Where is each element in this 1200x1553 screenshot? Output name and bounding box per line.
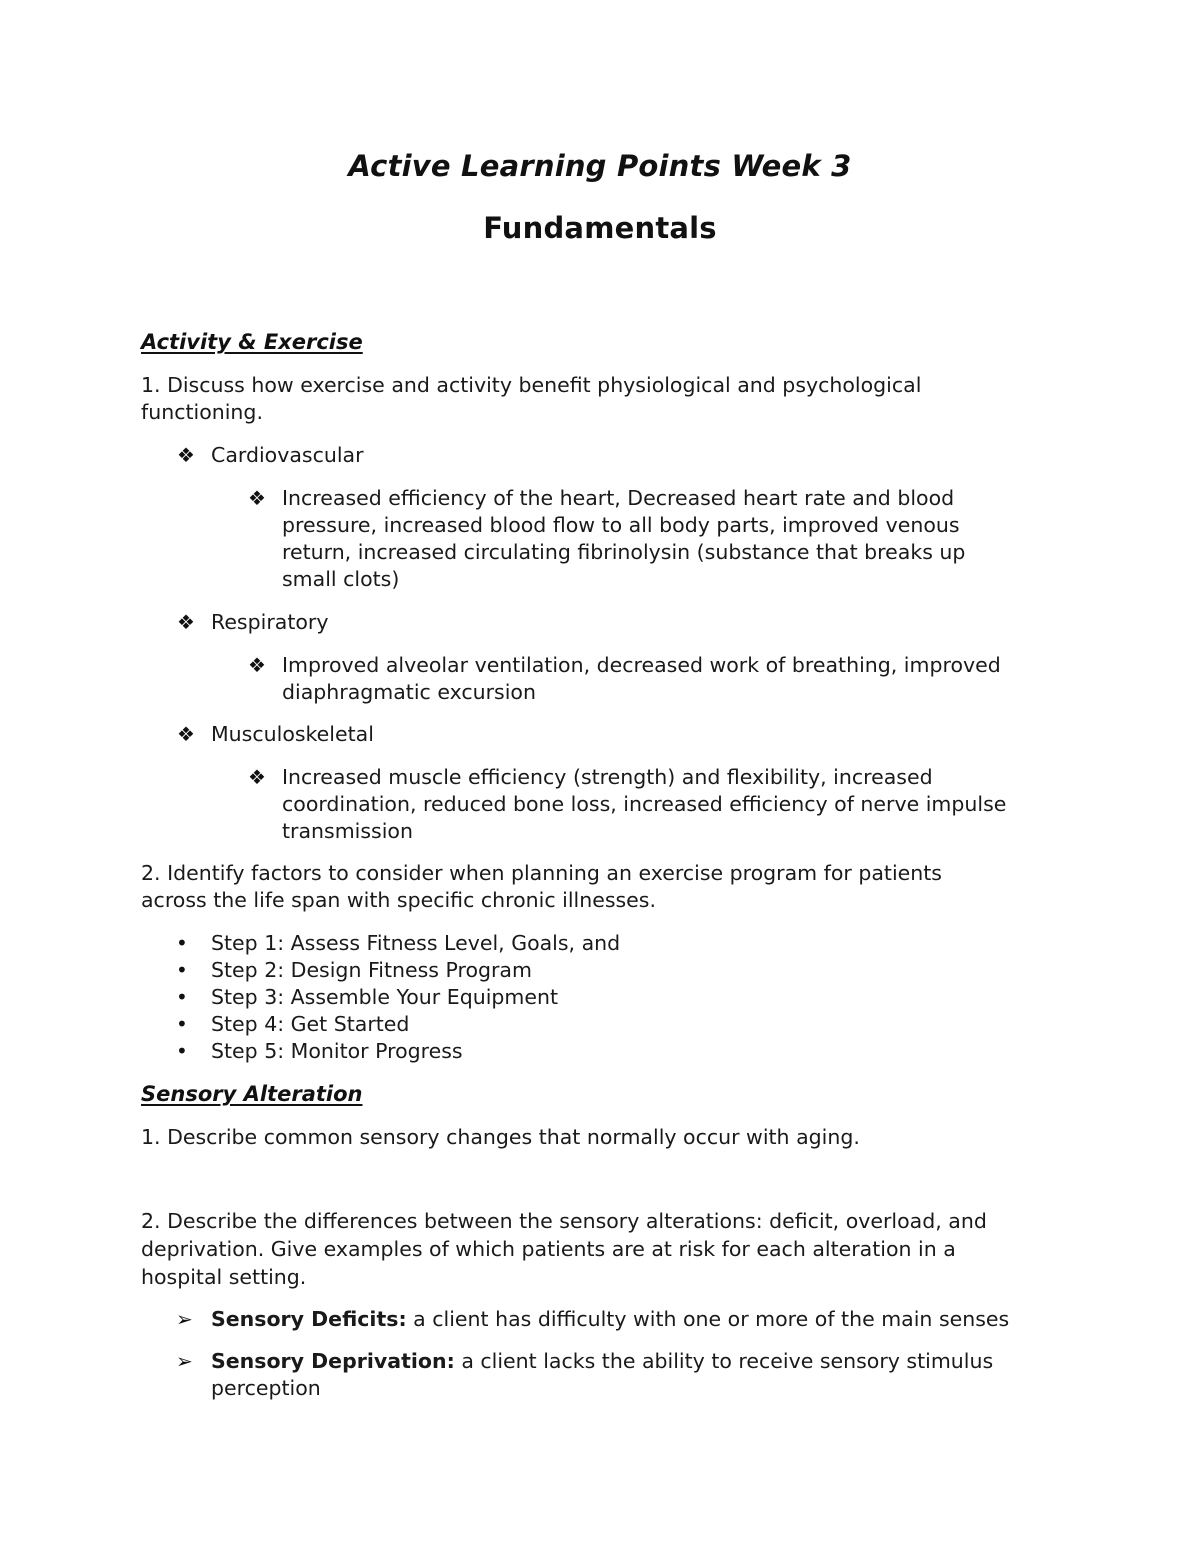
sensory-question-2-line-2: deprivation. Give examples of which patients are at risk for each alteration in a <box>141 1237 956 1261</box>
musculoskeletal-detail-line-3: transmission <box>282 819 413 843</box>
respiratory-detail-line-2: diaphragmatic excursion <box>282 680 536 704</box>
dot-bullet-icon: • <box>176 931 188 955</box>
term-label: Sensory Deficits: <box>211 1307 407 1331</box>
topic-respiratory: Respiratory <box>211 610 329 634</box>
diamond-bullet-icon: ❖ <box>248 653 266 677</box>
dot-bullet-icon: • <box>176 1012 188 1036</box>
list-item-step-4: Step 4: Get Started <box>211 1012 410 1036</box>
diamond-bullet-icon: ❖ <box>177 443 195 467</box>
sensory-question-2-line-1: 2. Describe the differences between the sensory alterations: deficit, overload, and <box>141 1209 987 1233</box>
topic-musculoskeletal: Musculoskeletal <box>211 722 374 746</box>
cardiovascular-detail-line-4: small clots) <box>282 567 400 591</box>
document-title: Active Learning Points Week 3 <box>348 149 852 183</box>
musculoskeletal-detail-line-2: coordination, reduced bone loss, increased efficiency of nerve impulse <box>282 792 1007 816</box>
term-definition: a client lacks the ability to receive sensory stimulus <box>454 1349 994 1373</box>
section-heading-activity-exercise: Activity & Exercise <box>141 330 363 354</box>
sensory-question-1: 1. Describe common sensory changes that normally occur with aging. <box>141 1125 860 1149</box>
musculoskeletal-detail-line-1: Increased muscle efficiency (strength) and flexibility, increased <box>282 765 933 789</box>
list-item-step-2: Step 2: Design Fitness Program <box>211 958 532 982</box>
diamond-bullet-icon: ❖ <box>177 722 195 746</box>
term-sensory-deprivation-line-2: perception <box>211 1376 321 1400</box>
list-item-step-3: Step 3: Assemble Your Equipment <box>211 985 559 1009</box>
term-label: Sensory Deprivation: <box>211 1349 455 1373</box>
cardiovascular-detail-line-1: Increased efficiency of the heart, Decreased heart rate and blood <box>282 486 955 510</box>
question-1-line-1: 1. Discuss how exercise and activity benefit physiological and psychological <box>141 373 922 397</box>
diamond-bullet-icon: ❖ <box>177 610 195 634</box>
list-item-step-5: Step 5: Monitor Progress <box>211 1039 463 1063</box>
respiratory-detail-line-1: Improved alveolar ventilation, decreased work of breathing, improved <box>282 653 1001 677</box>
sensory-question-2-line-3: hospital setting. <box>141 1265 307 1289</box>
diamond-bullet-icon: ❖ <box>248 765 266 789</box>
term-sensory-deprivation <box>211 1348 993 1375</box>
dot-bullet-icon: • <box>176 985 188 1009</box>
arrow-bullet-icon: ➢ <box>176 1307 193 1331</box>
question-1-line-2: functioning. <box>141 400 263 424</box>
dot-bullet-icon: • <box>176 958 188 982</box>
cardiovascular-detail-line-3: return, increased circulating fibrinolysin (substance that breaks up <box>282 540 966 564</box>
question-2-line-1: 2. Identify factors to consider when planning an exercise program for patients <box>141 861 942 885</box>
cardiovascular-detail-line-2: pressure, increased blood flow to all body parts, improved venous <box>282 513 960 537</box>
section-heading-sensory-alteration: Sensory Alteration <box>141 1082 363 1106</box>
arrow-bullet-icon: ➢ <box>176 1349 193 1373</box>
list-item-step-1: Step 1: Assess Fitness Level, Goals, and <box>211 931 621 955</box>
term-sensory-deficits <box>211 1306 1009 1333</box>
document-subtitle: Fundamentals <box>483 211 717 245</box>
term-definition: a client has difficulty with one or more of the main senses <box>406 1307 1010 1331</box>
topic-cardiovascular: Cardiovascular <box>211 443 364 467</box>
dot-bullet-icon: • <box>176 1039 188 1063</box>
question-2-line-2: across the life span with specific chronic illnesses. <box>141 888 656 912</box>
diamond-bullet-icon: ❖ <box>248 486 266 510</box>
